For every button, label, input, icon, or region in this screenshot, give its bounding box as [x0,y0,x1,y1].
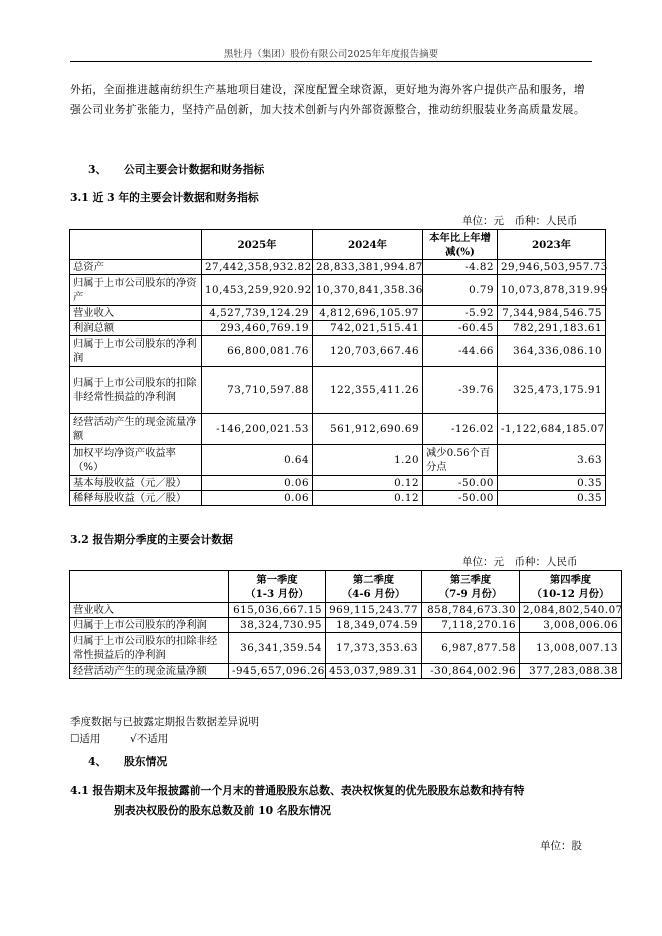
cell-2024: 0.12 [313,476,423,491]
cell-2024: 742,021,515.41 [313,321,423,336]
q4-months: （10-12 月份） [531,587,610,600]
cell-2023: 10,073,878,319.99 [498,275,606,306]
cell-change: 减少0.56个百分点 [423,445,498,476]
cell-q2: 18,349,074.59 [326,618,422,633]
cell-2023: 0.35 [498,476,606,491]
cell-change: -44.66 [423,336,498,367]
cell-q1: -945,657,096.26 [229,664,326,679]
row-label: 归属于上市公司股东的净资产 [70,275,202,306]
option-not-applicable: √不适用 [130,733,169,745]
table2-unit: 单位：元 币种：人民币 [462,556,578,568]
cell-2024: 0.12 [313,491,423,506]
annual-data-table [69,229,606,506]
share-unit: 单位：股 [540,840,582,852]
table1-header-2025: 2025年 [202,230,313,260]
table-row [70,491,606,506]
table-row [70,260,606,275]
table2-header-q4 [520,571,622,603]
table-row [70,414,606,445]
subsection-4-1-title [70,781,595,821]
cell-2023: 29,946,503,957.73 [498,260,606,275]
q2-months: （4-6 月份） [341,587,406,600]
quarter-diff-note: 季度数据与已披露定期报告数据差异说明 [70,716,259,728]
cell-2024: 122,355,411.26 [313,367,423,414]
table-row [70,321,606,336]
cell-2025: 0.06 [202,476,313,491]
cell-q3: -30,864,002.96 [422,664,520,679]
cell-change: -39.76 [423,367,498,414]
q1-name: 第一季度 [256,573,298,586]
cell-2023: 364,336,086.10 [498,336,606,367]
cell-2025: -146,200,021.53 [202,414,313,445]
cell-2024: 28,833,381,994.87 [313,260,423,275]
row-label: 经营活动产生的现金流量净额 [70,414,202,445]
subsection-3-2-title: 3.2 报告期分季度的主要会计数据 [70,533,233,546]
cell-2025: 0.06 [202,491,313,506]
section-4-title: 股东情况 [124,755,168,768]
table-row [70,603,622,618]
subsection-3-1-title: 3.1 近 3 年的主要会计数据和财务指标 [70,191,259,204]
table1-header-2023: 2023年 [498,230,606,260]
table-row [70,367,606,414]
table-row [70,336,606,367]
cell-q2: 453,037,989.31 [326,664,422,679]
row-label: 归属于上市公司股东的扣除非经常性损益的净利润 [70,367,202,414]
cell-q4: 2,084,802,540.07 [520,603,622,618]
table2-header-q2 [326,571,422,603]
cell-q4: 377,283,088.38 [520,664,622,679]
cell-2025: 10,453,259,920.92 [202,275,313,306]
table-row [70,306,606,321]
cell-2023: 325,473,175.91 [498,367,606,414]
row-label: 营业收入 [70,306,202,321]
section-3-title: 公司主要会计数据和财务指标 [124,163,265,176]
row-label: 总资产 [70,260,202,275]
cell-2023: 782,291,183.61 [498,321,606,336]
subsection-4-1-line1: 4.1 报告期末及年报披露前一个月末的普通股股东总数、表决权恢复的优先股股东总数和持有特 [70,784,525,797]
cell-2025: 293,460,769.19 [202,321,313,336]
table2-header-q3 [422,571,520,603]
quarterly-data-table [69,570,622,679]
intro-paragraph: 外拓，全面推进越南纺织生产基地项目建设，深度配置全球资源，更好地为海外客户提供产品和服务，增强公司业务扩张能力，坚持产品创新，加大技术创新与内外部资源整合，推动纺织服装业务高质量发展。 [70,83,586,116]
option-applicable: ☐适用 [70,733,101,745]
table-row [70,275,606,306]
cell-q3: 7,118,270.16 [422,618,520,633]
table2-header-blank [70,571,229,603]
cell-2023: 0.35 [498,491,606,506]
cell-2025: 73,710,597.88 [202,367,313,414]
cell-q2: 969,115,243.77 [326,603,422,618]
table2-header-q1 [229,571,326,603]
cell-q1: 38,324,730.95 [229,618,326,633]
row-label: 营业收入 [70,603,229,618]
table-row [70,618,622,633]
section-4-number: 4、 [88,755,107,768]
cell-2024: 4,812,696,105.97 [313,306,423,321]
row-label: 基本每股收益（元／股） [70,476,202,491]
row-label: 归属于上市公司股东的净利润 [70,618,229,633]
cell-change: -4.82 [423,260,498,275]
row-label: 经营活动产生的现金流量净额 [70,664,229,679]
cell-2024: 10,370,841,358.36 [313,275,423,306]
table1-header-2024: 2024年 [313,230,423,260]
cell-2023: -1,122,684,185.07 [498,414,606,445]
cell-2025: 0.64 [202,445,313,476]
cell-q3: 858,784,673.30 [422,603,520,618]
table1-header-row [70,230,606,260]
cell-change: -50.00 [423,476,498,491]
cell-2025: 27,442,358,932.82 [202,260,313,275]
row-label: 归属于上市公司股东的净利润 [70,336,202,367]
table-row [70,445,606,476]
cell-change: -60.45 [423,321,498,336]
section-3-number: 3、 [88,163,107,176]
header-rule [70,61,592,62]
cell-2025: 4,527,739,124.29 [202,306,313,321]
subsection-4-1-line2: 别表决权股份的股东总数及前 10 名股东情况 [114,804,331,817]
cell-change: -126.02 [423,414,498,445]
cell-change: 0.79 [423,275,498,306]
cell-2023: 7,344,984,546.75 [498,306,606,321]
row-label: 归属于上市公司股东的扣除非经常性损益后的净利润 [70,633,229,664]
cell-2024: 1.20 [313,445,423,476]
q4-name: 第四季度 [549,573,592,586]
q2-name: 第二季度 [352,573,395,586]
row-label: 加权平均净资产收益率（%） [70,445,202,476]
row-label: 稀释每股收益（元／股） [70,491,202,506]
cell-q1: 36,341,359.54 [229,633,326,664]
cell-change: -50.00 [423,491,498,506]
table-row [70,476,606,491]
cell-q2: 17,373,353.63 [326,633,422,664]
table1-unit: 单位：元 币种：人民币 [462,215,578,227]
cell-2025: 66,800,081.76 [202,336,313,367]
page-header: 黑牡丹（集团）股份有限公司2025年年度报告摘要 [223,49,439,60]
cell-q4: 3,008,006.06 [520,618,622,633]
table1-header-blank [70,230,202,260]
cell-2024: 120,703,667.46 [313,336,423,367]
table1-header-change: 本年比上年增减(%) [423,230,498,260]
table-row [70,633,622,664]
row-label: 利润总额 [70,321,202,336]
cell-q3: 6,987,877.58 [422,633,520,664]
table-row [70,664,622,679]
cell-2023: 3.63 [498,445,606,476]
q3-months: （7-9 月份） [438,587,503,600]
cell-q4: 13,008,007.13 [520,633,622,664]
cell-change: -5.92 [423,306,498,321]
cell-q1: 615,036,667.15 [229,603,326,618]
q3-name: 第三季度 [449,573,492,586]
cell-2024: 561,912,690.69 [313,414,423,445]
table2-header-row [70,571,622,603]
q1-months: （1-3 月份） [245,587,309,600]
